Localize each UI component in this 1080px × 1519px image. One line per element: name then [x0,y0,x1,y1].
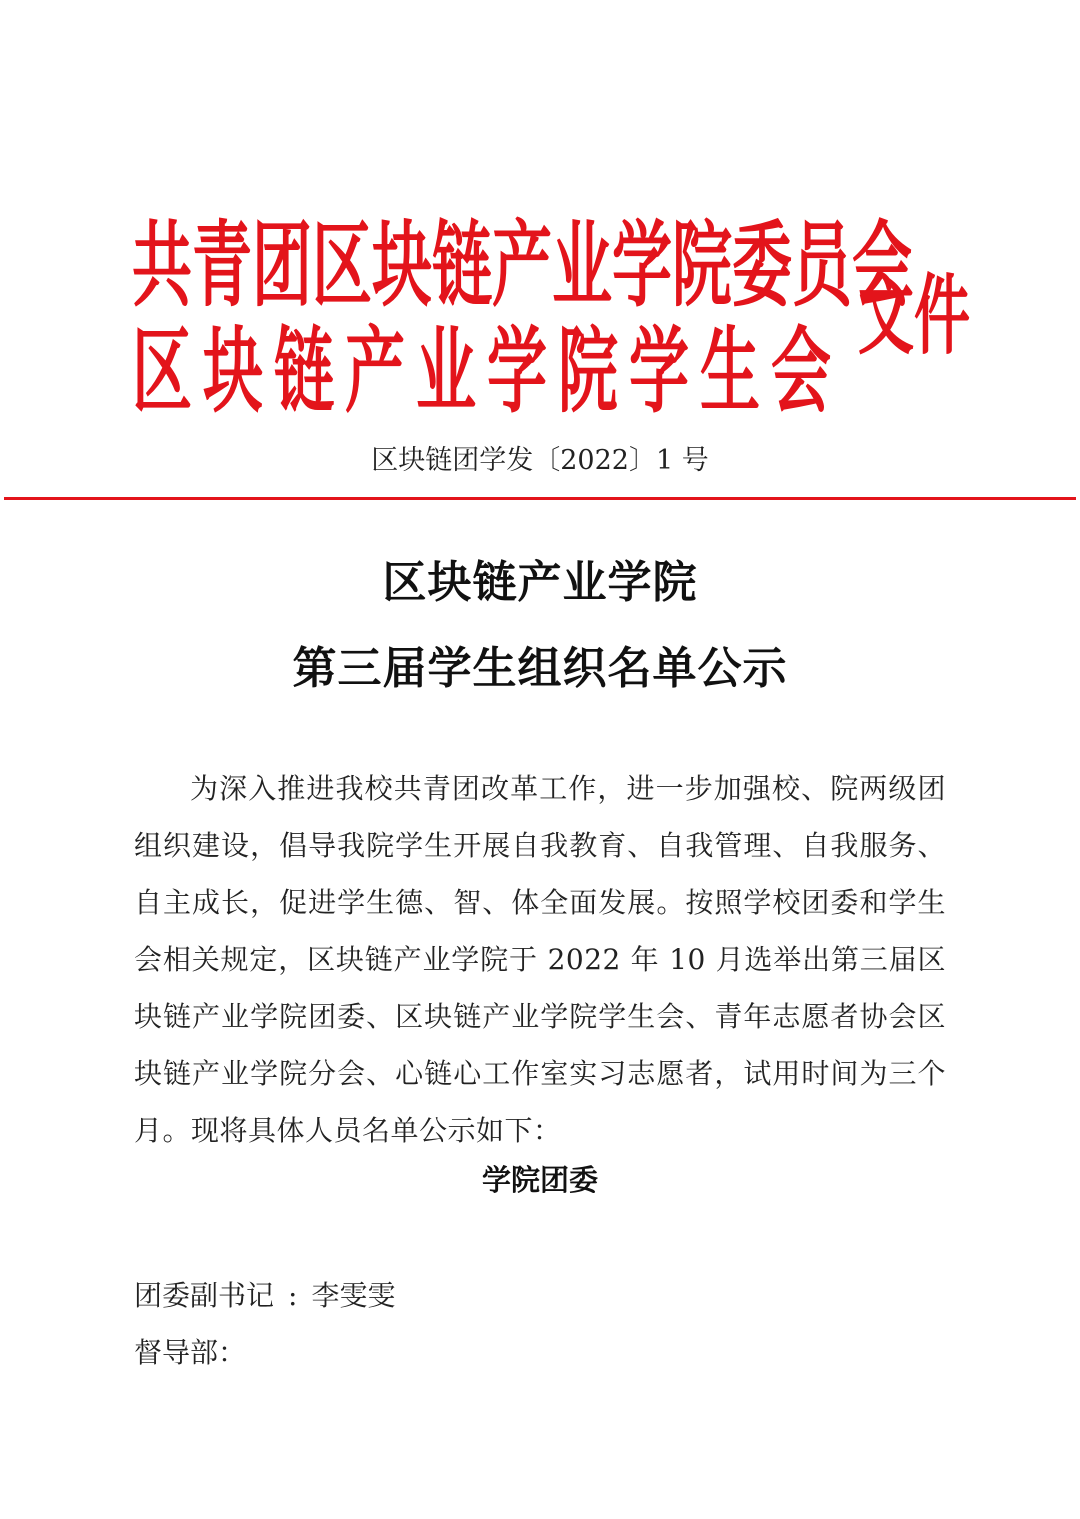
org-name-line-1: 共青团区块链产业学院委员会 [132,212,912,321]
red-divider [4,497,1076,500]
section-heading: 学院团委 [481,1163,598,1197]
roster-dept-label: 督导部： [134,1336,247,1369]
roster-role-label: 团委副书记 [134,1279,275,1312]
title-line-1: 区块链产业学院 [382,557,698,608]
document-word: 文件 [858,266,970,368]
document-number: 区块链团学发〔2022〕1 号 [371,445,709,476]
roster-person-name: 李雯雯 [311,1279,396,1312]
org-name-line-2: 区块链产业学院学生会 [132,318,842,427]
roster-supervision-dept [134,1331,246,1371]
title-line-2: 第三届学生组织名单公示 [292,643,788,694]
body-paragraph: 为深入推进我校共青团改革工作，进一步加强校、院两级团组织建设，倡导我院学生开展自我教育、自我管理、自我服务、自主成长，促进学生德、智、体全面发展。按照学校团委和学生会相关规定，区块链产业学院于 2022 年 10 月选举出第三届区块链产业学院团委、区块链产业学院学生会、青年志愿者协会区块链产业学院分会、心链心工作室实习志愿者，试用时间为三个月。现将具体人员名单公示如下： [134,772,946,1147]
roster-deputy-secretary [134,1274,395,1314]
roster-separator: : [288,1279,298,1312]
document-header [0,0,1080,427]
